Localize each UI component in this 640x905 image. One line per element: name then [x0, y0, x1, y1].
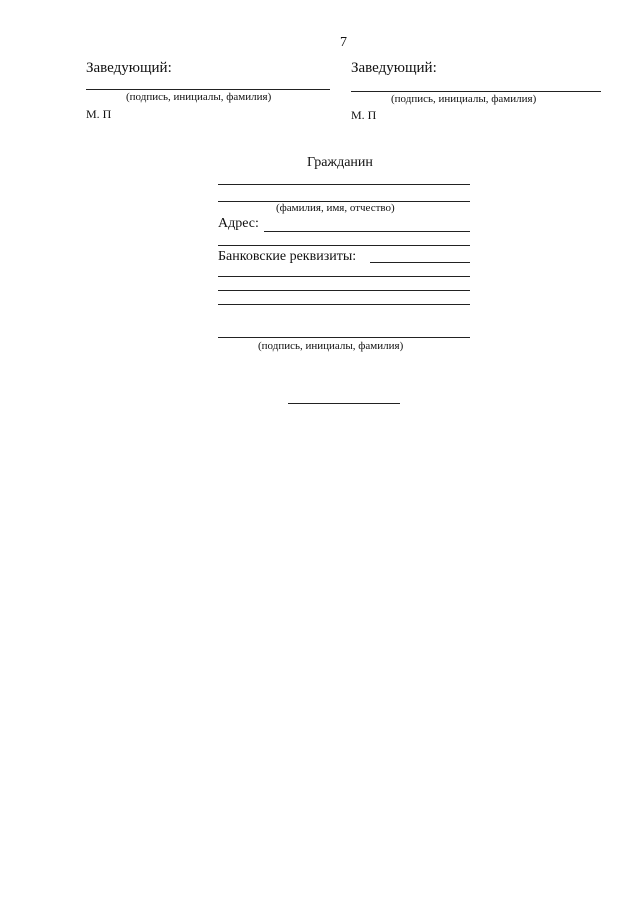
right-signature-line [351, 91, 601, 92]
left-signature-caption: (подпись, инициалы, фамилия) [126, 91, 272, 103]
right-head-title: Заведующий: [351, 60, 437, 76]
left-head-title: Заведующий: [86, 60, 172, 76]
citizen-name-line-1 [218, 184, 470, 185]
citizen-bank-label: Банковские реквизиты: [218, 249, 357, 264]
citizen-bank-line-1 [370, 262, 470, 263]
citizen-title: Гражданин [307, 155, 373, 170]
page-number: 7 [340, 35, 347, 50]
right-signature-caption: (подпись, инициалы, фамилия) [391, 93, 537, 105]
citizen-signature-line [218, 337, 470, 338]
citizen-address-line-2 [218, 245, 470, 246]
left-stamp-label: М. П [86, 107, 112, 121]
citizen-address-label: Адрес: [218, 216, 259, 231]
citizen-bank-line-4 [218, 304, 470, 305]
citizen-bank-line-3 [218, 290, 470, 291]
left-signature-line [86, 89, 330, 90]
right-stamp-label: М. П [351, 108, 377, 122]
citizen-bank-line-2 [218, 276, 470, 277]
citizen-signature-caption: (подпись, инициалы, фамилия) [258, 340, 404, 352]
citizen-name-caption: (фамилия, имя, отчество) [276, 202, 395, 214]
citizen-address-line-1 [264, 231, 470, 232]
closing-separator [288, 403, 400, 404]
